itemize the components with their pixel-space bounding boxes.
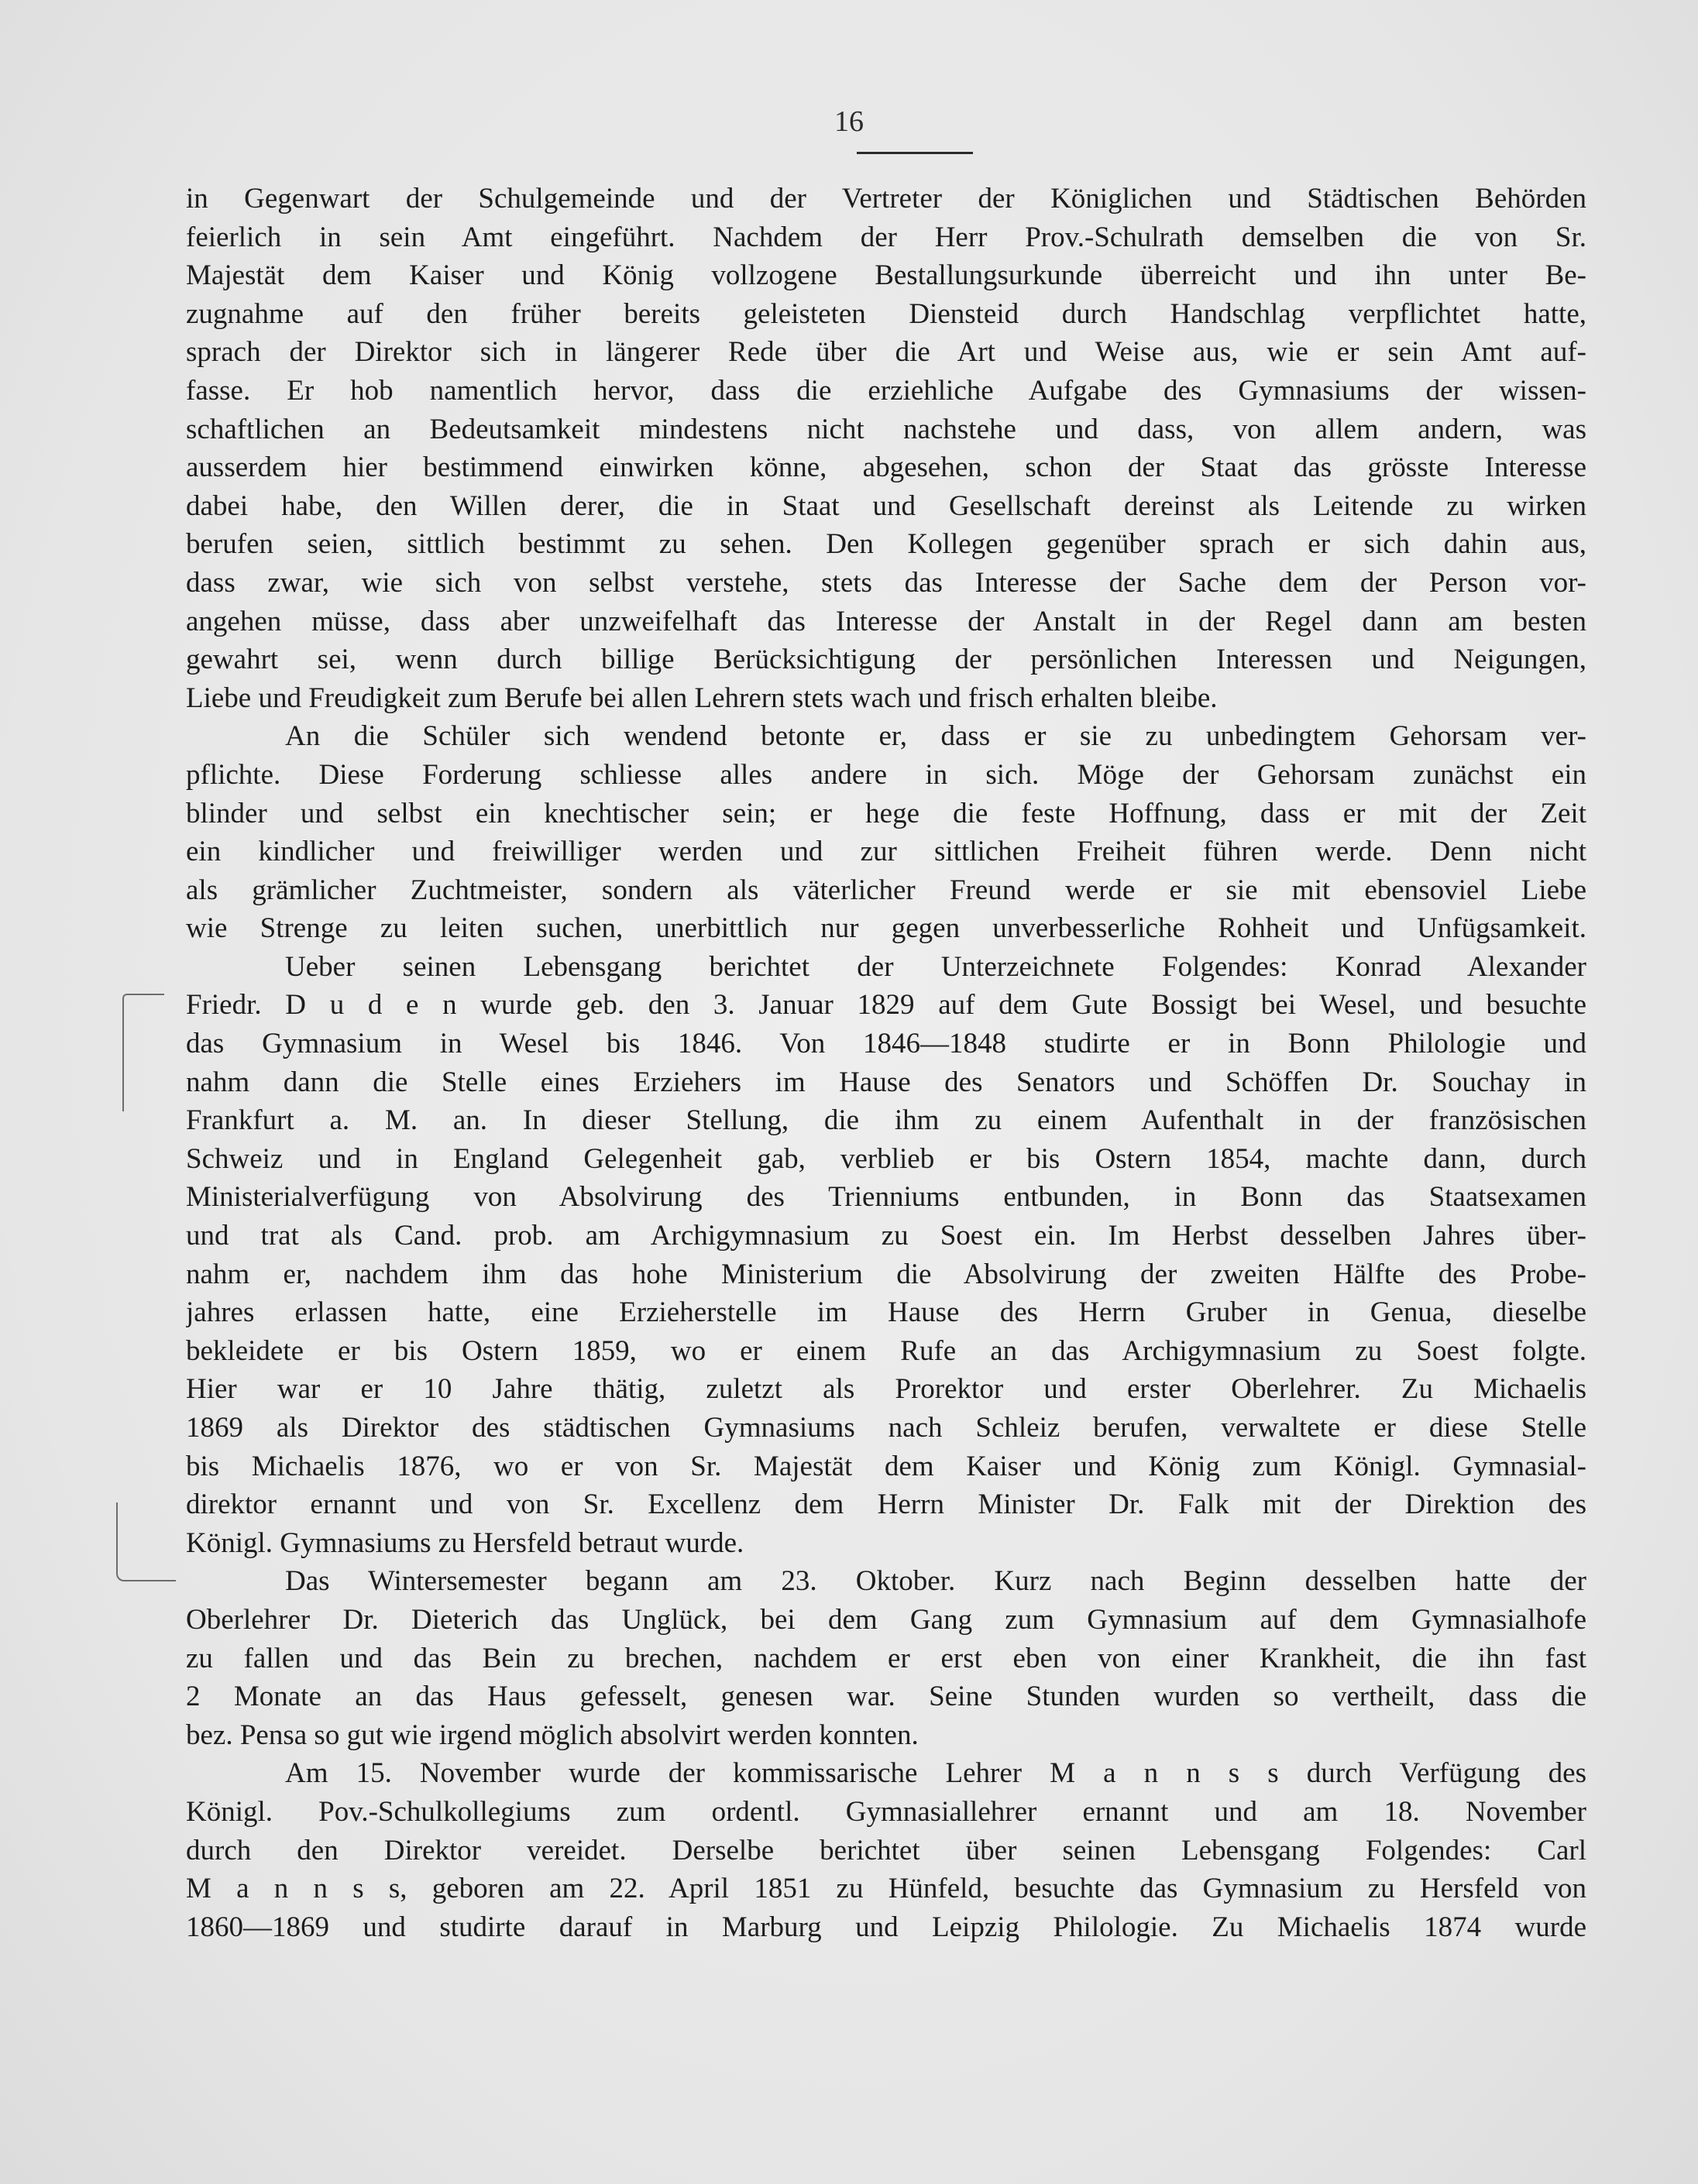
text-line: durch den Direktor vereidet. Derselbe berichtet über seinen Lebensgang Folgendes: Carl [186,1834,1586,1866]
text-line: sprach der Direktor sich in längerer Rede über die Art und Weise aus, wie er sein Amt auf- [186,336,1586,369]
header-rule [857,152,973,154]
text-line: 2 Monate an das Haus gefesselt, genesen war. Seine Stunden wurden so vertheilt, dass die [186,1681,1586,1713]
text-line: fasse. Er hob namentlich hervor, dass die erziehliche Aufgabe des Gymnasiums der wissen- [186,374,1586,407]
text-line: nahm dann die Stelle eines Erziehers im Hause des Senators und Schöffen Dr. Souchay in [186,1066,1586,1098]
text-line: angehen müsse, dass aber unzweifelhaft das Interesse der Anstalt in der Regel dann am besten [186,605,1586,637]
body-text [186,180,1586,1946]
text-line: jahres erlassen hatte, eine Erzieherstelle im Hause des Herrn Gruber in Genua, dieselbe [186,1296,1586,1329]
text-line: in Gegenwart der Schulgemeinde und der Vertreter der Königlichen und Städtischen Behörden [186,183,1586,215]
text-line: Liebe und Freudigkeit zum Berufe bei allen Lehrern stets wach und frisch erhalten bleibe. [186,682,1218,714]
text-line: Ueber seinen Lebensgang berichtet der Unterzeichnete Folgendes: Konrad Alexander [285,950,1586,983]
text-line: Das Wintersemester begann am 23. Oktober. Kurz nach Beginn desselben hatte der [285,1565,1586,1598]
text-line: dass zwar, wie sich von selbst verstehe, stets das Interesse der Sache dem der Person vor- [186,566,1586,599]
text-line: direktor ernannt und von Sr. Excellenz dem Herrn Minister Dr. Falk mit der Direktion des [186,1489,1586,1521]
text-line: bekleidete er bis Ostern 1859, wo er einem Rufe an das Archigymnasium zu Soest folgte. [186,1334,1586,1367]
text-line: gewahrt sei, wenn durch billige Berücksichtigung der persönlichen Interessen und Neigungen, [186,644,1586,676]
text-line: Am 15. November wurde der kommissarische Lehrer M a n n s s durch Verfügung des [285,1757,1586,1790]
text-line: blinder und selbst ein knechtischer sein; er hege die feste Hoffnung, dass er mit der Zeit [186,797,1586,829]
text-line: nahm er, nachdem ihm das hohe Ministerium die Absolvirung der zweiten Hälfte des Probe- [186,1258,1586,1290]
text-line: An die Schüler sich wendend betonte er, dass er sie zu unbedingtem Gehorsam ver- [285,720,1586,753]
text-line: wie Strenge zu leiten suchen, unerbittlich nur gegen unverbesserliche Rohheit und Unfügsamkeit. [186,912,1586,945]
text-line: Königl. Pov.-Schulkollegiums zum ordentl. Gymnasiallehrer ernannt und am 18. November [186,1795,1586,1828]
text-line: das Gymnasium in Wesel bis 1846. Von 1846—1848 studirte er in Bonn Philologie und [186,1028,1586,1060]
text-line: bis Michaelis 1876, wo er von Sr. Majestät dem Kaiser und König zum Königl. Gymnasial- [186,1450,1586,1482]
text-line: und trat als Cand. prob. am Archigymnasium zu Soest ein. Im Herbst desselben Jahres über- [186,1220,1586,1252]
text-line: ausserdem hier bestimmend einwirken könne, abgesehen, schon der Staat das grösste Interesse [186,452,1586,484]
text-line: Schweiz und in England Gelegenheit gab, verblieb er bis Ostern 1854, machte dann, durch [186,1142,1586,1175]
text-line: Königl. Gymnasiums zu Hersfeld betraut wurde. [186,1526,744,1559]
text-line: Oberlehrer Dr. Dieterich das Unglück, bei dem Gang zum Gymnasium auf dem Gymnasialhofe [186,1603,1586,1636]
text-line: schaftlichen an Bedeutsamkeit mindestens nicht nachstehe und dass, von allem andern, was [186,413,1586,445]
text-line: pflichte. Diese Forderung schliesse alles andere in sich. Möge der Gehorsam zunächst ein [186,758,1586,791]
text-line: als grämlicher Zuchtmeister, sondern als väterlicher Freund werde er sie mit ebensoviel Liebe [186,874,1586,906]
text-line: Majestät dem Kaiser und König vollzogene Bestallungsurkunde überreicht und ihn unter Be- [186,259,1586,292]
text-line: Friedr. D u d e n wurde geb. den 3. Januar 1829 auf dem Gute Bossigt bei Wesel, und besuchte [186,989,1586,1022]
margin-bracket-bottom [116,1502,176,1581]
text-line: Frankfurt a. M. an. In dieser Stellung, die ihm zu einem Aufenthalt in der französischen [186,1104,1586,1137]
text-line: dabei habe, den Willen derer, die in Staat und Gesellschaft dereinst als Leitende zu wirken [186,489,1586,522]
page-number: 16 [834,105,864,138]
text-line: M a n n s s, geboren am 22. April 1851 zu Hünfeld, besuchte das Gymnasium zu Hersfeld von [186,1873,1586,1905]
margin-bracket-top [122,994,164,1111]
text-line: ein kindlicher und freiwilliger werden und zur sittlichen Freiheit führen werde. Denn nicht [186,836,1586,868]
text-line: bez. Pensa so gut wie irgend möglich absolvirt werden konnten. [186,1719,919,1751]
text-line: feierlich in sein Amt eingeführt. Nachdem der Herr Prov.-Schulrath demselben die von Sr. [186,221,1586,253]
text-line: zugnahme auf den früher bereits geleisteten Diensteid durch Handschlag verpflichtet hatte, [186,297,1586,330]
text-line: berufen seien, sittlich bestimmt zu sehen. Den Kollegen gegenüber sprach er sich dahin aus, [186,528,1586,561]
text-line: Ministerialverfügung von Absolvirung des Trienniums entbunden, in Bonn das Staatsexamen [186,1181,1586,1214]
text-line: zu fallen und das Bein zu brechen, nachdem er erst eben von einer Krankheit, die ihn fast [186,1642,1586,1674]
text-line: Hier war er 10 Jahre thätig, zuletzt als Prorektor und erster Oberlehrer. Zu Michaelis [186,1373,1586,1406]
text-line: 1869 als Direktor des städtischen Gymnasiums nach Schleiz berufen, verwaltete er diese Stelle [186,1412,1586,1444]
text-line: 1860—1869 und studirte darauf in Marburg und Leipzig Philologie. Zu Michaelis 1874 wurde [186,1911,1586,1943]
